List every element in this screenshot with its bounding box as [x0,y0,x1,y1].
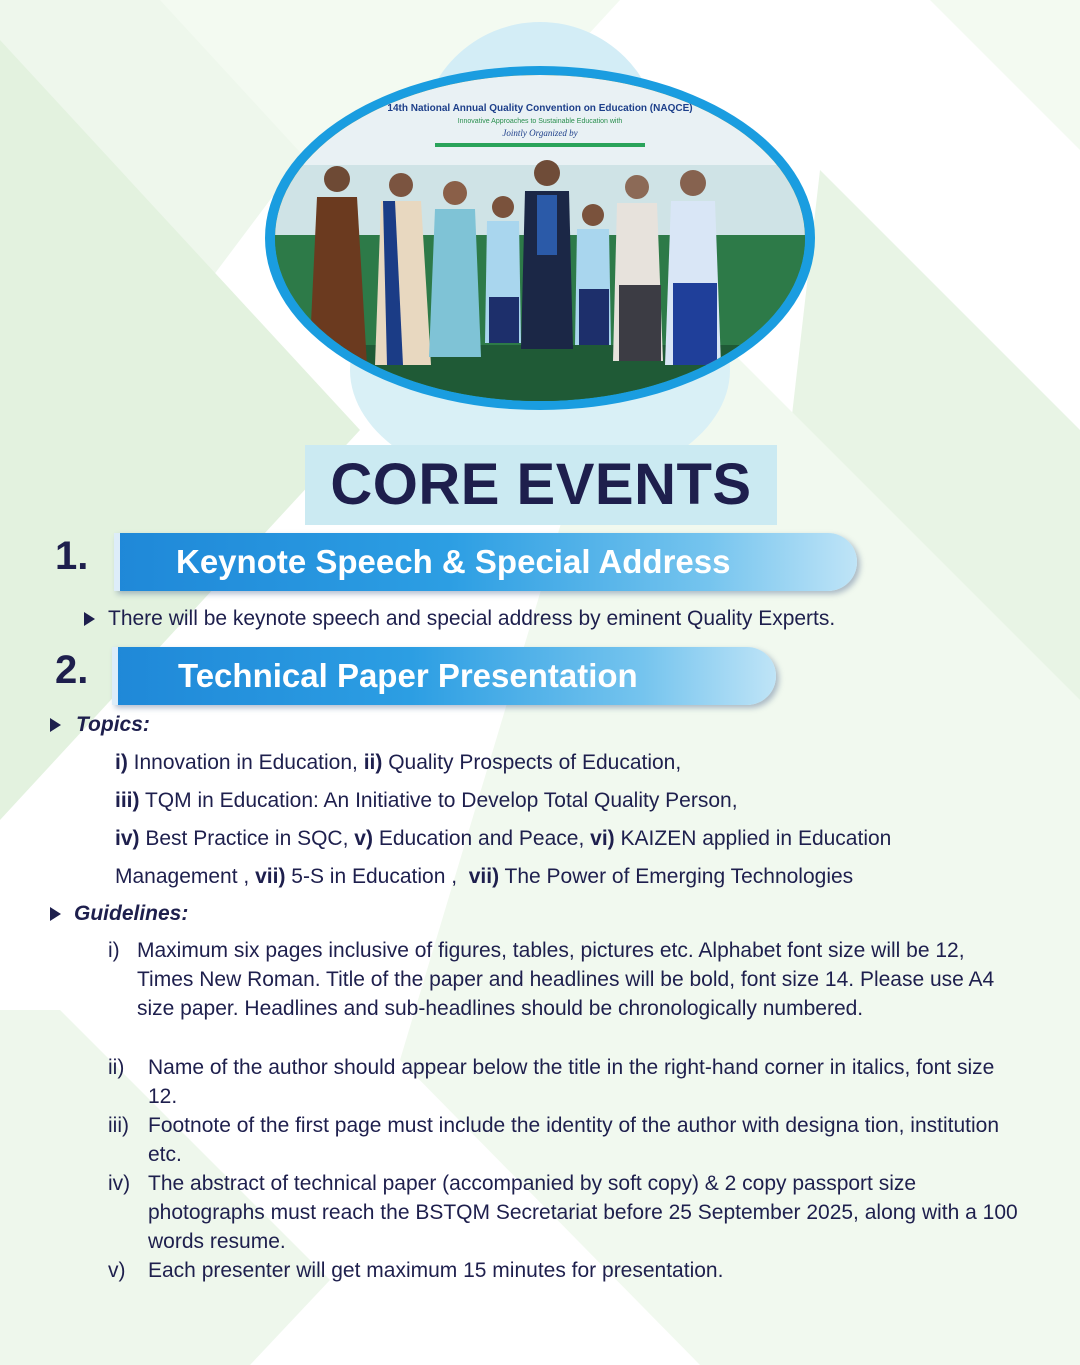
guideline-4-text: The abstract of technical paper (accompanied by soft copy) & 2 copy passport size photographs must reach the BSTQM Secretariat before 25 September 2025, along with a 100 words resume. [148,1172,1018,1253]
banner-line-1: 14th National Annual Quality Convention on Education (NAQCE) [387,103,693,114]
section-2-number: 2. [55,648,89,692]
banner-line-3: Jointly Organized by [502,128,578,138]
section-1-title: Keynote Speech & Special Address [176,543,731,580]
bullet-arrow-icon [50,907,61,921]
guideline-3-number: iii) [108,1114,129,1137]
event-photo-frame [265,66,815,410]
topics-line-4: Management , vii) 5-S in Education , vii) The Power of Emerging Technologies [115,865,854,888]
guideline-5-text: Each presenter will get maximum 15 minutes for presentation. [148,1259,724,1282]
topics-line-3: iv) Best Practice in SQC, v) Education and Peace, vi) KAIZEN applied in Education [115,827,892,850]
topics-line-1: i) Innovation in Education, ii) Quality Prospects of Education, [115,751,682,774]
guideline-3-text: Footnote of the first page must include the identity of the author with designa tion, institution etc. [148,1114,1000,1166]
section-1-number: 1. [55,534,89,578]
guideline-1-text: Maximum six pages inclusive of figures, tables, pictures etc. Alphabet font size will be 12, Times New Roman. Title of the paper and headlines will be bold, font size 14. Please use A4 size paper. Headlines and sub-headlines should be chronologically numbered. [137,939,995,1020]
banner-line-2: Innovative Approaches to Sustainable Education with [457,118,623,125]
section-1-bullet: There will be keynote speech and special address by eminent Quality Experts. [108,607,836,630]
guidelines-label: Guidelines: [74,902,189,925]
guideline-4-number: iv) [108,1172,131,1195]
section-2-title: Technical Paper Presentation [178,657,638,694]
guideline-1-number: i) [108,939,120,962]
guideline-2-text: Name of the author should appear below the title in the right-hand corner in italics, font size 12. [148,1056,995,1108]
event-photo [275,75,805,401]
guideline-5-number: v) [108,1259,126,1282]
guideline-2-number: ii) [108,1056,125,1079]
topics-label: Topics: [76,713,150,736]
bullet-arrow-icon [84,612,95,626]
core-events-heading: CORE EVENTS [330,452,752,517]
section-1-bar [114,533,857,591]
bullet-arrow-icon [50,718,61,732]
core-events-heading-box [305,445,777,525]
section-2-bar [112,647,776,705]
topics-line-2: iii) TQM in Education: An Initiative to Develop Total Quality Person, [115,789,738,812]
